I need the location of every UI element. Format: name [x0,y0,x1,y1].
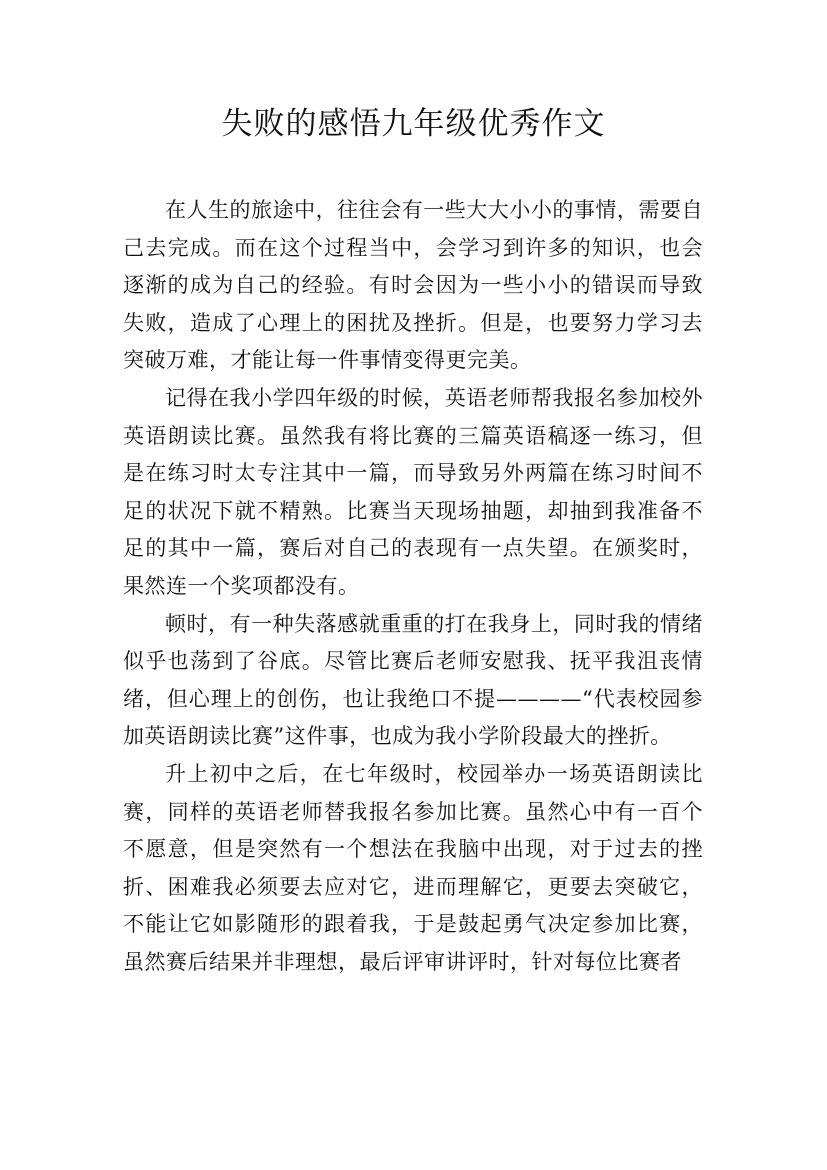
page-title: 失败的感悟九年级优秀作文 [221,106,606,142]
paragraph-1: 在人生的旅途中，往往会有一些大大小小的事情，需要自己去完成。而在这个过程当中，会学习到许多的知识，也会逐渐的成为自己的经验。有时会因为一些小小的错误而导致失败，造成了心理上的困扰及挫折。但是，也要努力学习去突破万难，才能让每一件事情变得更完美。 [123,198,703,373]
paragraph-3: 顿时，有一种失落感就重重的打在我身上，同时我的情绪似乎也荡到了谷底。尽管比赛后老师安慰我、抚平我沮丧情绪，但心理上的创伤，也让我绝口不提————“代表校园参加英语朗读比赛”这件事，也成为我小学阶段最大的挫折。 [123,611,703,749]
paragraph-4: 升上初中之后，在七年级时，校园举办一场英语朗读比赛，同样的英语老师替我报名参加比赛。虽然心中有一百个不愿意，但是突然有一个想法在我脑中出现，对于过去的挫折、困难我必须要去应对它，进而理解它，更要去突破它，不能让它如影随形的跟着我，于是鼓起勇气决定参加比赛，虽然赛后结果并非理想，最后评审讲评时，针对每位比赛者 [123,761,703,974]
article-body [123,192,703,981]
paragraph-2: 记得在我小学四年级的时候，英语老师帮我报名参加校外英语朗读比赛。虽然我有将比赛的三篇英语稿逐一练习，但是在练习时太专注其中一篇，而导致另外两篇在练习时间不足的状况下就不精熟。比赛当天现场抽题，却抽到我准备不足的其中一篇，赛后对自己的表现有一点失望。在颁奖时，果然连一个奖项都没有。 [123,385,703,598]
